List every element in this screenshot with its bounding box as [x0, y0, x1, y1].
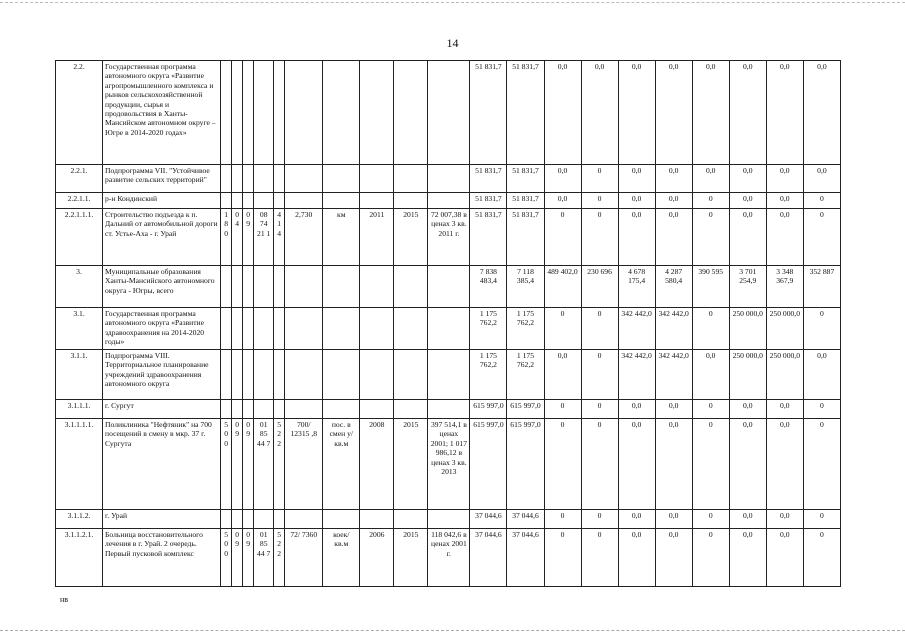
value-cell: 0,0	[655, 209, 692, 266]
estimated-cost-cell	[428, 510, 470, 529]
code-digit-cell	[274, 400, 285, 419]
capacity-cell	[285, 510, 323, 529]
value-cell: 0	[581, 350, 618, 400]
end-year-cell	[394, 350, 428, 400]
code-digit-cell: 01 85 44 7	[254, 419, 274, 510]
code-digit-cell: 0 9	[243, 529, 254, 587]
unit-cell	[323, 510, 360, 529]
code-digit-cell	[254, 165, 274, 193]
value-cell: 0,0	[544, 350, 581, 400]
start-year-cell	[360, 400, 394, 419]
end-year-cell	[394, 400, 428, 419]
value-cell: 0,0	[618, 510, 655, 529]
value-cell: 37 044,6	[470, 510, 507, 529]
table-row	[56, 193, 841, 209]
code-digit-cell	[221, 350, 232, 400]
start-year-cell: 2006	[360, 529, 394, 587]
value-cell: 0,0	[544, 193, 581, 209]
value-cell: 51 831,7	[470, 165, 507, 193]
code-digit-cell	[274, 165, 285, 193]
start-year-cell: 2008	[360, 419, 394, 510]
value-cell: 0,0	[618, 529, 655, 587]
table-row	[56, 419, 841, 510]
value-cell: 0,0	[766, 61, 803, 165]
code-digit-cell: 0 9	[232, 529, 243, 587]
code-digit-cell	[221, 266, 232, 308]
object-name-cell: Подпрограмма VII. "Устойчивое развитие сельских территорий"	[103, 165, 221, 193]
end-year-cell: 2015	[394, 209, 428, 266]
value-cell: 250 000,0	[766, 350, 803, 400]
value-cell: 0	[803, 400, 840, 419]
value-cell: 51 831,7	[470, 193, 507, 209]
value-cell: 489 402,0	[544, 266, 581, 308]
value-cell: 0	[803, 529, 840, 587]
object-name-cell: Муниципальные образования Ханты-Мансийского автономного округа - Югры, всего	[103, 266, 221, 308]
code-digit-cell	[274, 350, 285, 400]
code-digit-cell	[221, 510, 232, 529]
value-cell: 0,0	[729, 61, 766, 165]
value-cell: 0,0	[766, 165, 803, 193]
start-year-cell	[360, 308, 394, 350]
value-cell: 0,0	[618, 165, 655, 193]
value-cell: 1 175 762,2	[470, 308, 507, 350]
capacity-cell	[285, 400, 323, 419]
page-number: 14	[446, 36, 459, 50]
capacity-cell	[285, 165, 323, 193]
value-cell: 0,0	[655, 193, 692, 209]
code-digit-cell	[254, 193, 274, 209]
value-cell: 0	[692, 510, 729, 529]
unit-cell	[323, 308, 360, 350]
unit-cell	[323, 400, 360, 419]
row-code-cell: 3.1.	[56, 308, 103, 350]
value-cell: 0,0	[729, 165, 766, 193]
object-name-cell: Поликлиника "Нефтяник" на 700 посещений в смену в мкр. 37 г. Сургута	[103, 419, 221, 510]
end-year-cell: 2015	[394, 419, 428, 510]
value-cell: 0	[692, 308, 729, 350]
start-year-cell	[360, 350, 394, 400]
value-cell: 4 678 175,4	[618, 266, 655, 308]
value-cell: 342 442,0	[618, 308, 655, 350]
value-cell: 0	[803, 193, 840, 209]
end-year-cell	[394, 193, 428, 209]
value-cell: 0,0	[729, 529, 766, 587]
scan-edge-top	[0, 2, 905, 4]
code-digit-cell	[243, 350, 254, 400]
value-cell: 0,0	[729, 419, 766, 510]
value-cell: 37 044,6	[507, 529, 544, 587]
start-year-cell	[360, 510, 394, 529]
value-cell: 615 997,0	[470, 400, 507, 419]
value-cell: 0,0	[766, 193, 803, 209]
row-code-cell: 2.2.	[56, 61, 103, 165]
value-cell: 0,0	[766, 400, 803, 419]
value-cell: 0,0	[803, 350, 840, 400]
code-digit-cell	[254, 308, 274, 350]
value-cell: 0,0	[655, 529, 692, 587]
row-code-cell: 3.1.1.2.	[56, 510, 103, 529]
code-digit-cell	[254, 400, 274, 419]
row-code-cell: 2.2.1.1.1.	[56, 209, 103, 266]
object-name-cell: г. Сургут	[103, 400, 221, 419]
value-cell: 0	[581, 400, 618, 419]
estimated-cost-cell: 118 042,6 в ценах 2001 г.	[428, 529, 470, 587]
code-digit-cell: 01 85 44 7	[254, 529, 274, 587]
end-year-cell	[394, 61, 428, 165]
estimated-cost-cell: 397 514,1 в ценах 2001; 1 017 986,12 в ценах 3 кв. 2013	[428, 419, 470, 510]
value-cell: 0,0	[655, 165, 692, 193]
value-cell: 1 175 762,2	[507, 350, 544, 400]
end-year-cell	[394, 165, 428, 193]
value-cell: 0	[581, 529, 618, 587]
unit-cell: пос. в смен у/ кв.м	[323, 419, 360, 510]
code-digit-cell	[243, 266, 254, 308]
unit-cell	[323, 193, 360, 209]
code-digit-cell	[274, 61, 285, 165]
table-row	[56, 529, 841, 587]
code-digit-cell: 5 0 0	[221, 529, 232, 587]
value-cell: 0	[803, 308, 840, 350]
object-name-cell: Больница восстановительного лечения в г. Урай. 2 очередь. Первый пусковой комплекс	[103, 529, 221, 587]
value-cell: 0,0	[766, 209, 803, 266]
code-digit-cell	[243, 193, 254, 209]
table-row	[56, 266, 841, 308]
value-cell: 3 348 367,9	[766, 266, 803, 308]
code-digit-cell	[254, 266, 274, 308]
unit-cell: коек/ кв.м	[323, 529, 360, 587]
value-cell: 0,0	[618, 419, 655, 510]
value-cell: 0,0	[766, 510, 803, 529]
value-cell: 0	[544, 308, 581, 350]
value-cell: 0,0	[618, 61, 655, 165]
row-code-cell: 3.1.1.1.1.	[56, 419, 103, 510]
code-digit-cell	[243, 510, 254, 529]
table-row	[56, 350, 841, 400]
code-digit-cell	[243, 61, 254, 165]
value-cell: 37 044,6	[470, 529, 507, 587]
end-year-cell	[394, 266, 428, 308]
start-year-cell: 2011	[360, 209, 394, 266]
code-digit-cell	[221, 165, 232, 193]
estimated-cost-cell	[428, 400, 470, 419]
value-cell: 615 997,0	[507, 419, 544, 510]
value-cell: 0	[544, 510, 581, 529]
value-cell: 0,0	[803, 61, 840, 165]
value-cell: 0,0	[729, 193, 766, 209]
code-digit-cell	[232, 350, 243, 400]
value-cell: 615 997,0	[507, 400, 544, 419]
value-cell: 0	[803, 510, 840, 529]
start-year-cell	[360, 165, 394, 193]
value-cell: 7 838 483,4	[470, 266, 507, 308]
value-cell: 0,0	[618, 400, 655, 419]
value-cell: 0	[544, 419, 581, 510]
estimated-cost-cell	[428, 350, 470, 400]
value-cell: 3 701 254,9	[729, 266, 766, 308]
estimated-cost-cell	[428, 165, 470, 193]
estimated-cost-cell	[428, 266, 470, 308]
table-row	[56, 510, 841, 529]
code-digit-cell	[274, 510, 285, 529]
value-cell: 0,0	[766, 419, 803, 510]
value-cell: 250 000,0	[729, 350, 766, 400]
code-digit-cell	[221, 308, 232, 350]
capacity-cell	[285, 61, 323, 165]
value-cell: 0,0	[655, 510, 692, 529]
value-cell: 0,0	[729, 400, 766, 419]
code-digit-cell	[274, 193, 285, 209]
code-digit-cell	[232, 510, 243, 529]
value-cell: 0	[581, 193, 618, 209]
object-name-cell: г. Урай	[103, 510, 221, 529]
value-cell: 0,0	[692, 350, 729, 400]
estimated-cost-cell	[428, 308, 470, 350]
value-cell: 0,0	[544, 61, 581, 165]
start-year-cell	[360, 266, 394, 308]
estimated-cost-cell: 72 007,38 в ценах 3 кв. 2011 г.	[428, 209, 470, 266]
capacity-cell: 700/ 12315 ,8	[285, 419, 323, 510]
value-cell: 0	[581, 308, 618, 350]
start-year-cell	[360, 61, 394, 165]
value-cell: 0	[544, 529, 581, 587]
row-code-cell: 3.1.1.2.1.	[56, 529, 103, 587]
code-digit-cell: 5 2 2	[274, 419, 285, 510]
row-code-cell: 2.2.1.	[56, 165, 103, 193]
row-code-cell: 3.1.1.1.	[56, 400, 103, 419]
table-row	[56, 165, 841, 193]
code-digit-cell	[232, 266, 243, 308]
capacity-cell	[285, 266, 323, 308]
capacity-cell	[285, 350, 323, 400]
code-digit-cell: 5 2 2	[274, 529, 285, 587]
value-cell: 51 831,7	[470, 209, 507, 266]
unit-cell	[323, 266, 360, 308]
value-cell: 0	[581, 419, 618, 510]
code-digit-cell	[232, 165, 243, 193]
code-digit-cell	[254, 350, 274, 400]
value-cell: 0,0	[655, 400, 692, 419]
estimated-cost-cell	[428, 61, 470, 165]
capacity-cell	[285, 308, 323, 350]
value-cell: 390 595	[692, 266, 729, 308]
value-cell: 1 175 762,2	[470, 350, 507, 400]
code-digit-cell	[254, 510, 274, 529]
code-digit-cell	[221, 61, 232, 165]
value-cell: 0	[692, 419, 729, 510]
row-code-cell: 3.1.1.	[56, 350, 103, 400]
value-cell: 4 287 580,4	[655, 266, 692, 308]
code-digit-cell: 0 9	[243, 419, 254, 510]
value-cell: 0	[692, 529, 729, 587]
end-year-cell	[394, 308, 428, 350]
value-cell: 0	[581, 165, 618, 193]
object-name-cell: р-н Кондинский	[103, 193, 221, 209]
value-cell: 0,0	[581, 61, 618, 165]
value-cell: 0,0	[692, 165, 729, 193]
object-name-cell: Государственная программа автономного округа «Развитие агропромышленного комплекса и рынков сельскохозяйственной продукции, сырья и продовольствия в Ханты-Мансийском автономном округе – Югре в 2014-2020 годах»	[103, 61, 221, 165]
value-cell: 0,0	[729, 510, 766, 529]
value-cell: 342 442,0	[655, 308, 692, 350]
table-row	[56, 308, 841, 350]
code-digit-cell	[274, 266, 285, 308]
value-cell: 0,0	[618, 209, 655, 266]
start-year-cell	[360, 193, 394, 209]
row-code-cell: 2.2.1.1.	[56, 193, 103, 209]
value-cell: 0	[692, 193, 729, 209]
table-row	[56, 400, 841, 419]
table-row	[56, 61, 841, 165]
investment-table	[55, 60, 841, 587]
code-digit-cell: 1 8 0	[221, 209, 232, 266]
value-cell: 0	[692, 400, 729, 419]
unit-cell	[323, 61, 360, 165]
code-digit-cell	[232, 193, 243, 209]
object-name-cell: Государственная программа автономного округа «Развитие здравоохранения на 2014-2020 годы»	[103, 308, 221, 350]
capacity-cell: 2,730	[285, 209, 323, 266]
value-cell: 230 696	[581, 266, 618, 308]
code-digit-cell: 08 74 21 1	[254, 209, 274, 266]
value-cell: 0	[544, 209, 581, 266]
code-digit-cell	[232, 61, 243, 165]
value-cell: 7 118 385,4	[507, 266, 544, 308]
value-cell: 0,0	[655, 61, 692, 165]
value-cell: 0,0	[729, 209, 766, 266]
unit-cell: км	[323, 209, 360, 266]
code-digit-cell: 4 1 4	[274, 209, 285, 266]
value-cell: 615 997,0	[470, 419, 507, 510]
value-cell: 0	[803, 419, 840, 510]
value-cell: 51 831,7	[507, 209, 544, 266]
value-cell: 250 000,0	[729, 308, 766, 350]
code-digit-cell	[232, 400, 243, 419]
value-cell: 0,0	[655, 419, 692, 510]
scan-edge-bottom	[0, 630, 905, 632]
code-digit-cell	[232, 308, 243, 350]
code-digit-cell	[243, 165, 254, 193]
value-cell: 250 000,0	[766, 308, 803, 350]
code-digit-cell	[274, 308, 285, 350]
code-digit-cell: 0 9	[243, 209, 254, 266]
end-year-cell	[394, 510, 428, 529]
object-name-cell: Строительство подъезда к п. Дальний от автомобильной дороги ст. Устье-Аха - г. Урай	[103, 209, 221, 266]
value-cell: 0,0	[544, 165, 581, 193]
capacity-cell	[285, 193, 323, 209]
value-cell: 0	[581, 510, 618, 529]
code-digit-cell: 5 0 0	[221, 419, 232, 510]
value-cell: 0	[581, 209, 618, 266]
code-digit-cell	[254, 61, 274, 165]
estimated-cost-cell	[428, 193, 470, 209]
value-cell: 1 175 762,2	[507, 308, 544, 350]
object-name-cell: Подпрограмма VIII. Территориальное планирование учреждений здравоохранения автономного округа	[103, 350, 221, 400]
value-cell: 51 831,7	[507, 165, 544, 193]
value-cell: 0	[692, 209, 729, 266]
code-digit-cell	[221, 400, 232, 419]
code-digit-cell: 0 4	[232, 209, 243, 266]
end-year-cell: 2015	[394, 529, 428, 587]
value-cell: 0	[544, 400, 581, 419]
value-cell: 0,0	[766, 529, 803, 587]
value-cell: 0,0	[618, 193, 655, 209]
table-row	[56, 209, 841, 266]
value-cell: 37 044,6	[507, 510, 544, 529]
value-cell: 51 831,7	[507, 61, 544, 165]
value-cell: 342 442,0	[655, 350, 692, 400]
value-cell: 0,0	[803, 165, 840, 193]
value-cell: 0	[803, 209, 840, 266]
unit-cell	[323, 350, 360, 400]
value-cell: 51 831,7	[470, 61, 507, 165]
value-cell: 51 831,7	[507, 193, 544, 209]
capacity-cell: 72/ 7360	[285, 529, 323, 587]
code-digit-cell: 0 9	[232, 419, 243, 510]
unit-cell	[323, 165, 360, 193]
footnote: нв	[60, 595, 69, 604]
value-cell: 0,0	[692, 61, 729, 165]
value-cell: 342 442,0	[618, 350, 655, 400]
value-cell: 352 887	[803, 266, 840, 308]
code-digit-cell	[221, 193, 232, 209]
row-code-cell: 3.	[56, 266, 103, 308]
code-digit-cell	[243, 308, 254, 350]
code-digit-cell	[243, 400, 254, 419]
